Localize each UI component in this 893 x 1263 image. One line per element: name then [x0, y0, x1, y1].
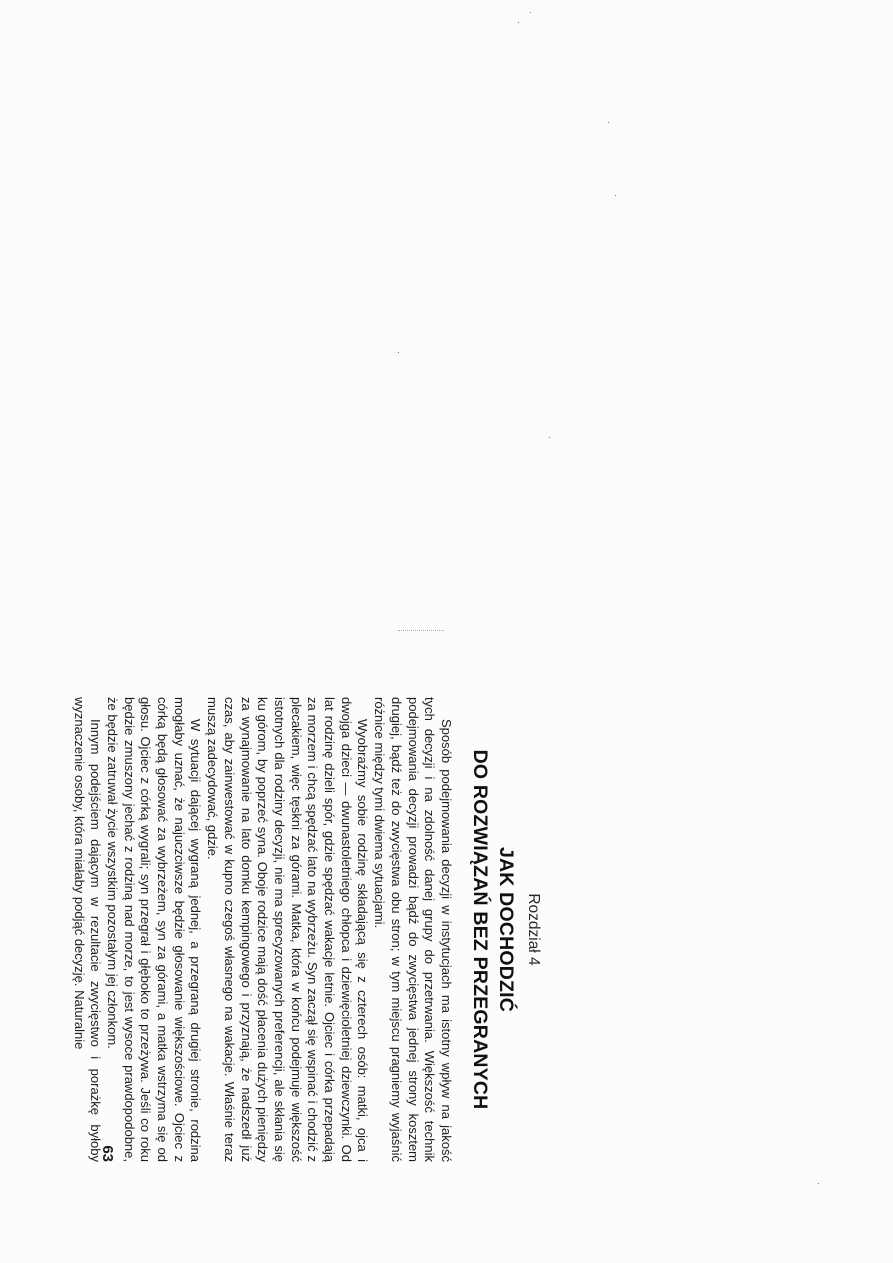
scan-speck	[518, 22, 519, 23]
scan-speck	[615, 195, 616, 196]
chapter-label: Rozdział 4	[525, 893, 542, 966]
chapter-title	[467, 697, 519, 1162]
paragraph: Innym podejściem dającym w rezultacie zwycięstwo i porażkę byłoby wyznaczenie osoby, która miałaby podjąć decyzję. Naturalnie	[71, 697, 104, 1162]
chapter-title-line-2: DO ROZWIĄZAŃ BEZ PRZEGRANYCH	[469, 749, 491, 1110]
scan-speck	[530, 12, 531, 13]
scan-speck	[398, 352, 399, 353]
page-number: 63	[99, 1145, 116, 1162]
chapter-title-line-1: JAK DOCHODZIĆ	[495, 846, 517, 1013]
scan-dotted-mark	[398, 630, 444, 631]
paragraph: Wyobraźmy sobie rodzinę składającą się z czterech osób: matki, ojca i dwojga dzieci — dwunastoletniego chłopca i dziewięcioletniej dziewczynki. Od lat rodzinę dzieli spór, gdzie spędzać wakacje letnie. Ojciec i córka przepadają za morzem i chcą spędzać lato na wybrzeżu. Syn zaczął się wspinać i chodzić z plecakiem, więc tęskni za górami. Matka, która w końcu podejmuje większość istotnych dla rodziny decyzji, nie ma sprecyzowanych preferencji, ale skłania się ku górom, by poprzeć syna. Oboje rodzice mają dość płacenia dużych pieniędzy za wynajmowanie na lato domku kempingowego i przyznają, że nadszedł już czas, aby zainwestować w kupno czegoś własnego na wakacje. Właśnie teraz muszą zadecydować, gdzie.	[205, 697, 371, 1162]
paragraph: W sytuacji dającej wygraną jednej, a przegraną drugiej stronie, rodzina mogłaby uznać, że najuczciwsze będzie głosowanie większościowe. Ojciec z córką będą głosować za wybrzeżem, syn za górami, a matka wstrzyma się od głosu. Ojciec z córką wygrali; syn przegrał i głęboko to przeżywa. Jeśli co roku będzie zmuszony jechać z rodziną nad morze, to jest wysoce prawdopodobne, że będzie zatruwał życie wszystkim pozostałym jej członkom.	[104, 697, 204, 1162]
scan-speck	[608, 122, 609, 123]
paragraph: Sposób podejmowania decyzji w instytucjach ma istotny wpływ na jakość tych decyzji i na zdolność danej grupy do przetrwania. Większość technik podejmowania decyzji prowadzi bądź do zwycięstwa jednej strony kosztem drugiej, bądź też do zwycięstwa obu stron; w tym miejscu pragniemy wyjaśnić różnice między tymi dwiema sytuacjami.	[372, 697, 454, 1162]
scan-speck	[818, 1183, 819, 1184]
body-text	[70, 697, 454, 1162]
rotated-page-content	[71, 697, 718, 1162]
scan-speck	[549, 437, 550, 438]
